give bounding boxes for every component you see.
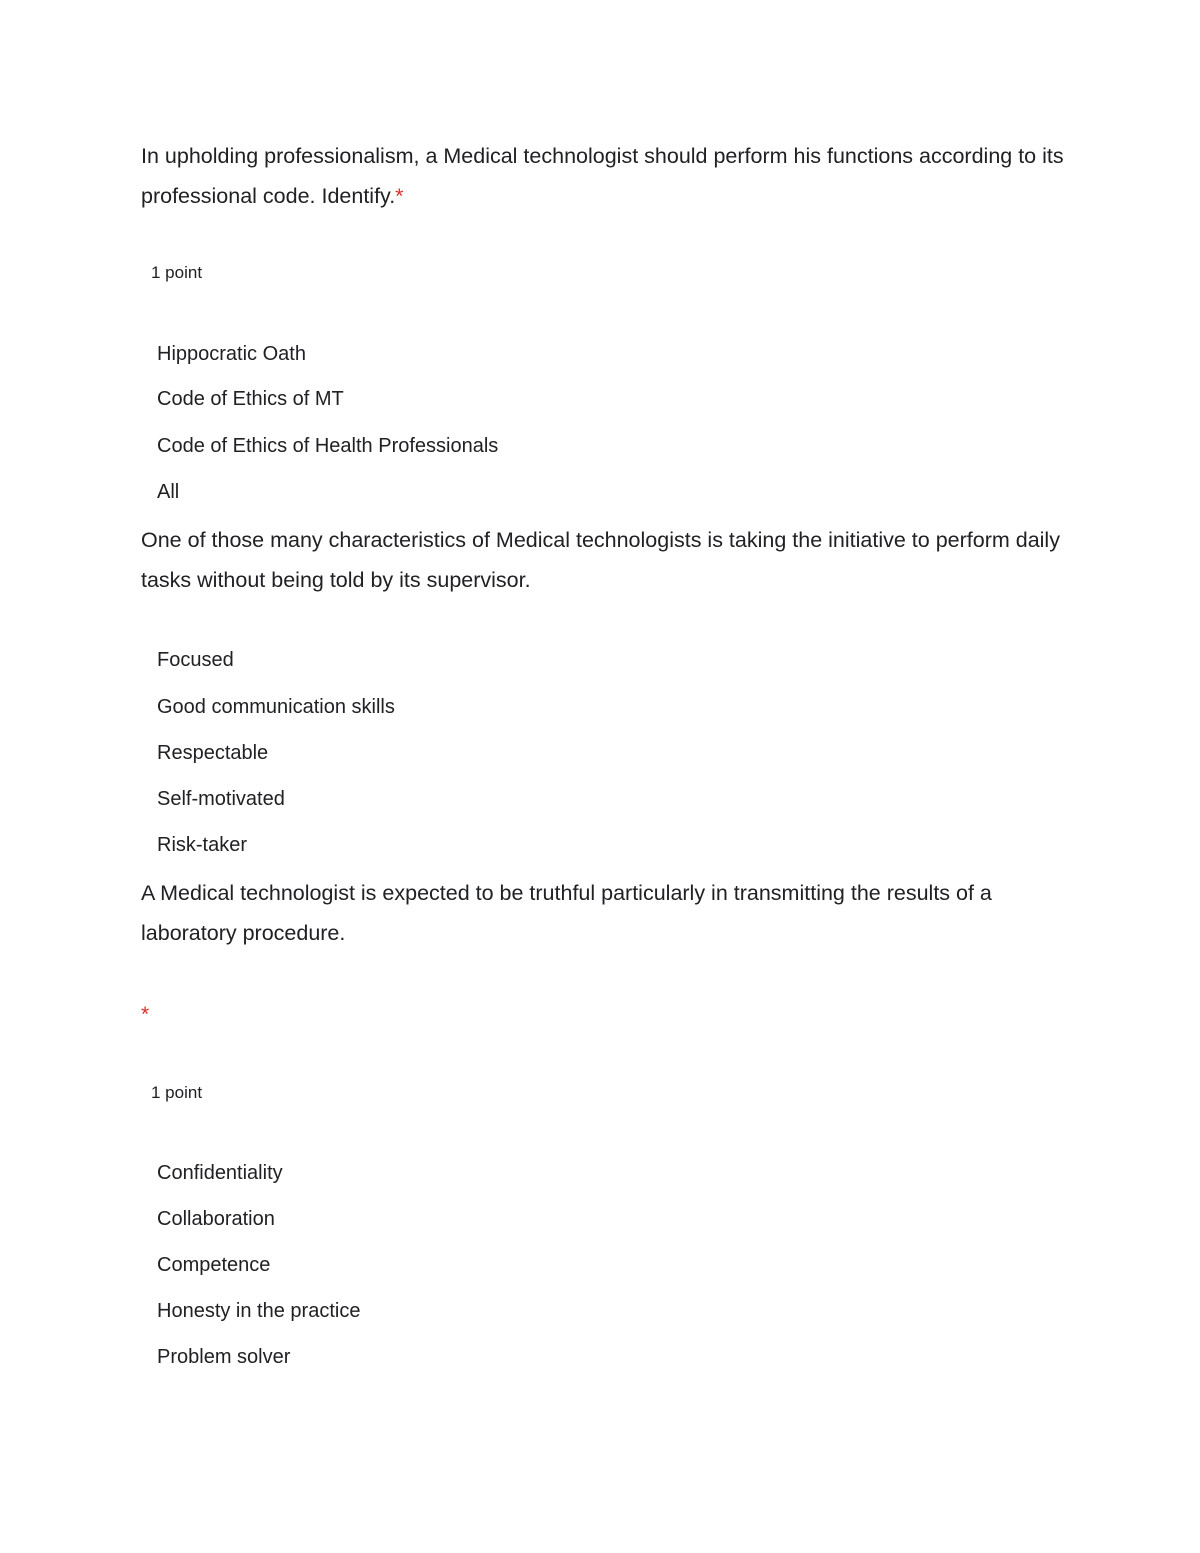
question-3-text: A Medical technologist is expected to be truthful particularly in transmitting the results of a laboratory procedure.: [141, 881, 992, 945]
option-code-of-ethics-mt[interactable]: Code of Ethics of MT: [157, 388, 344, 410]
question-1-text: [141, 136, 1071, 216]
option-focused[interactable]: Focused: [157, 649, 234, 671]
option-code-of-ethics-health[interactable]: Code of Ethics of Health Professionals: [157, 435, 499, 457]
question-1-points: 1 point: [151, 263, 203, 282]
option-hippocratic-oath[interactable]: Hippocratic Oath: [157, 343, 306, 365]
option-problem-solver[interactable]: Problem solver: [157, 1346, 291, 1368]
option-confidentiality[interactable]: Confidentiality: [157, 1162, 283, 1184]
required-asterisk: *: [141, 1003, 150, 1026]
option-good-communication[interactable]: Good communication skills: [157, 696, 395, 718]
option-honesty[interactable]: Honesty in the practice: [157, 1300, 361, 1322]
option-collaboration[interactable]: Collaboration: [157, 1208, 275, 1230]
option-all[interactable]: All: [157, 481, 180, 503]
question-2-text: One of those many characteristics of Medical technologists is taking the initiative to perform daily tasks without being told by its supervisor.: [141, 528, 1060, 592]
option-respectable[interactable]: Respectable: [157, 742, 269, 764]
option-risk-taker[interactable]: Risk-taker: [157, 834, 248, 856]
option-competence[interactable]: Competence: [157, 1254, 271, 1276]
required-asterisk: *: [395, 184, 404, 208]
option-self-motivated[interactable]: Self-motivated: [157, 788, 285, 810]
question-3-points: 1 point: [151, 1083, 203, 1102]
question-1-label: In upholding professionalism, a Medical technologist should perform his functions according to its professional code. Identify.: [141, 144, 1064, 208]
